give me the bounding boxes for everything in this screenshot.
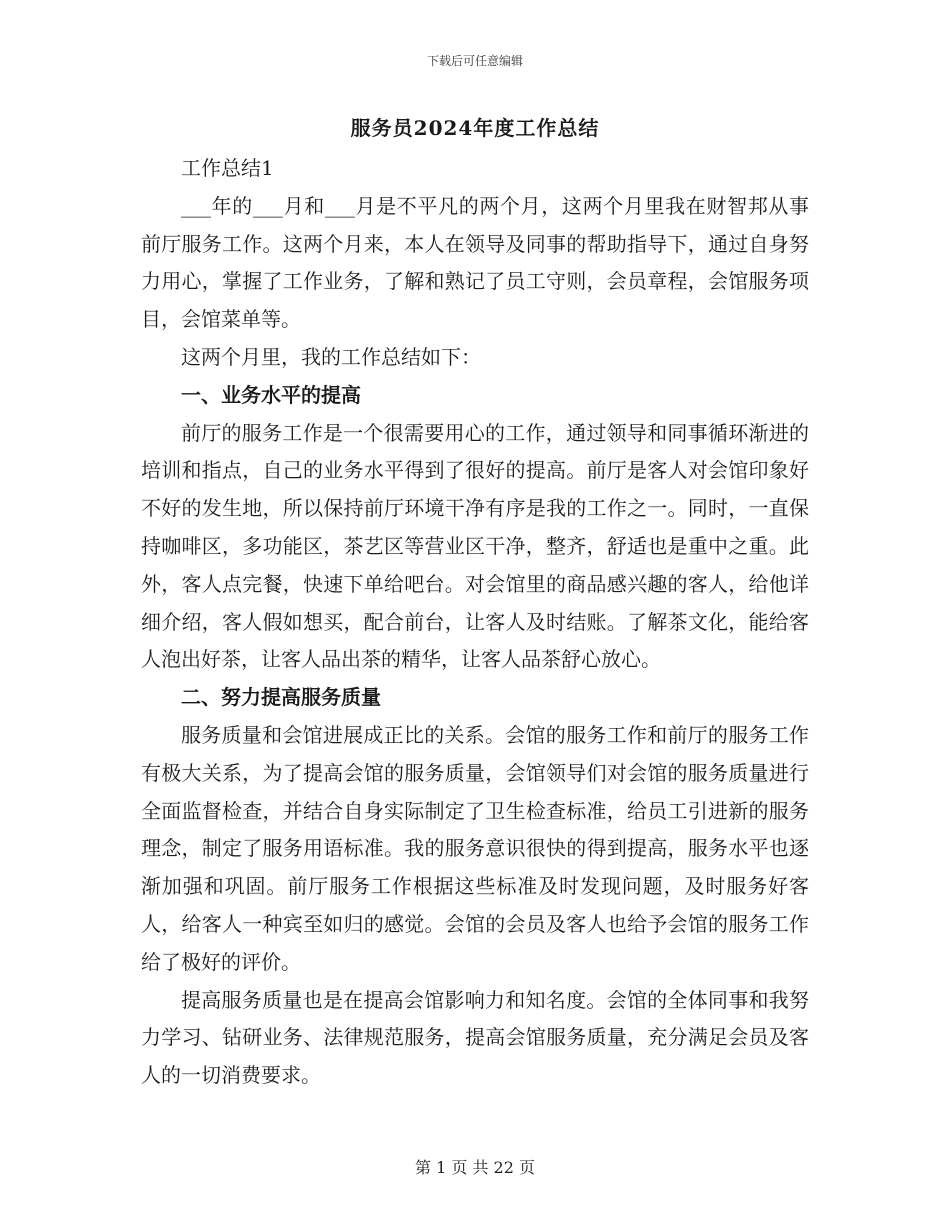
page-header-note: 下载后可任意编辑	[426, 54, 523, 68]
document-title: 服务员2024年度工作总结	[350, 116, 600, 140]
body-paragraph: ___年的___月和___月是不平凡的两个月，这两个月里我在财智邦从事前厅服务工作。这两个月来，本人在领导及同事的帮助指导下，通过自身努力用心，掌握了工作业务，了解和熟记了员工守则，会员章程，会馆服务项目，会馆菜单等。	[141, 193, 809, 332]
section-heading-business-level: 一、业务水平的提高	[181, 382, 361, 407]
body-paragraph: 这两个月里，我的工作总结如下：	[181, 344, 481, 369]
body-paragraph: 前厅的服务工作是一个很需要用心的工作，通过领导和同事循环渐进的培训和指点，自己的业务水平得到了很好的提高。前厅是客人对会馆印象好不好的发生地，所以保持前厅环境干净有序是我的工作之一。同时，一直保持咖啡区，多功能区，茶艺区等营业区干净，整齐，舒适也是重中之重。此外，客人点完餐，快速下单给吧台。对会馆里的商品感兴趣的客人，给他详细介绍，客人假如想买，配合前台，让客人及时结账。了解茶文化，能给客人泡出好茶，让客人品出茶的精华，让客人品茶舒心放心。	[141, 420, 809, 672]
body-paragraph: 服务质量和会馆进展成正比的关系。会馆的服务工作和前厅的服务工作有极大关系，为了提高会馆的服务质量，会馆领导们对会馆的服务质量进行全面监督检查，并结合自身实际制定了卫生检查标准，给员工引进新的服务理念，制定了服务用语标准。我的服务意识很快的得到提高，服务水平也逐渐加强和巩固。前厅服务工作根据这些标准及时发现问题，及时服务好客人，给客人一种宾至如归的感觉。会馆的会员及客人也给予会馆的服务工作给了极好的评价。	[141, 722, 809, 974]
document-body	[141, 150, 809, 1095]
section-heading-service-quality: 二、努力提高服务质量	[181, 685, 381, 710]
body-paragraph: 提高服务质量也是在提高会馆影响力和知名度。会馆的全体同事和我努力学习、钻研业务、法律规范服务，提高会馆服务质量，充分满足会员及客人的一切消费要求。	[141, 987, 809, 1088]
section-heading-summary-1: 工作总结1	[181, 156, 274, 180]
page-number: 第 1 页 共 22 页	[415, 1158, 535, 1177]
